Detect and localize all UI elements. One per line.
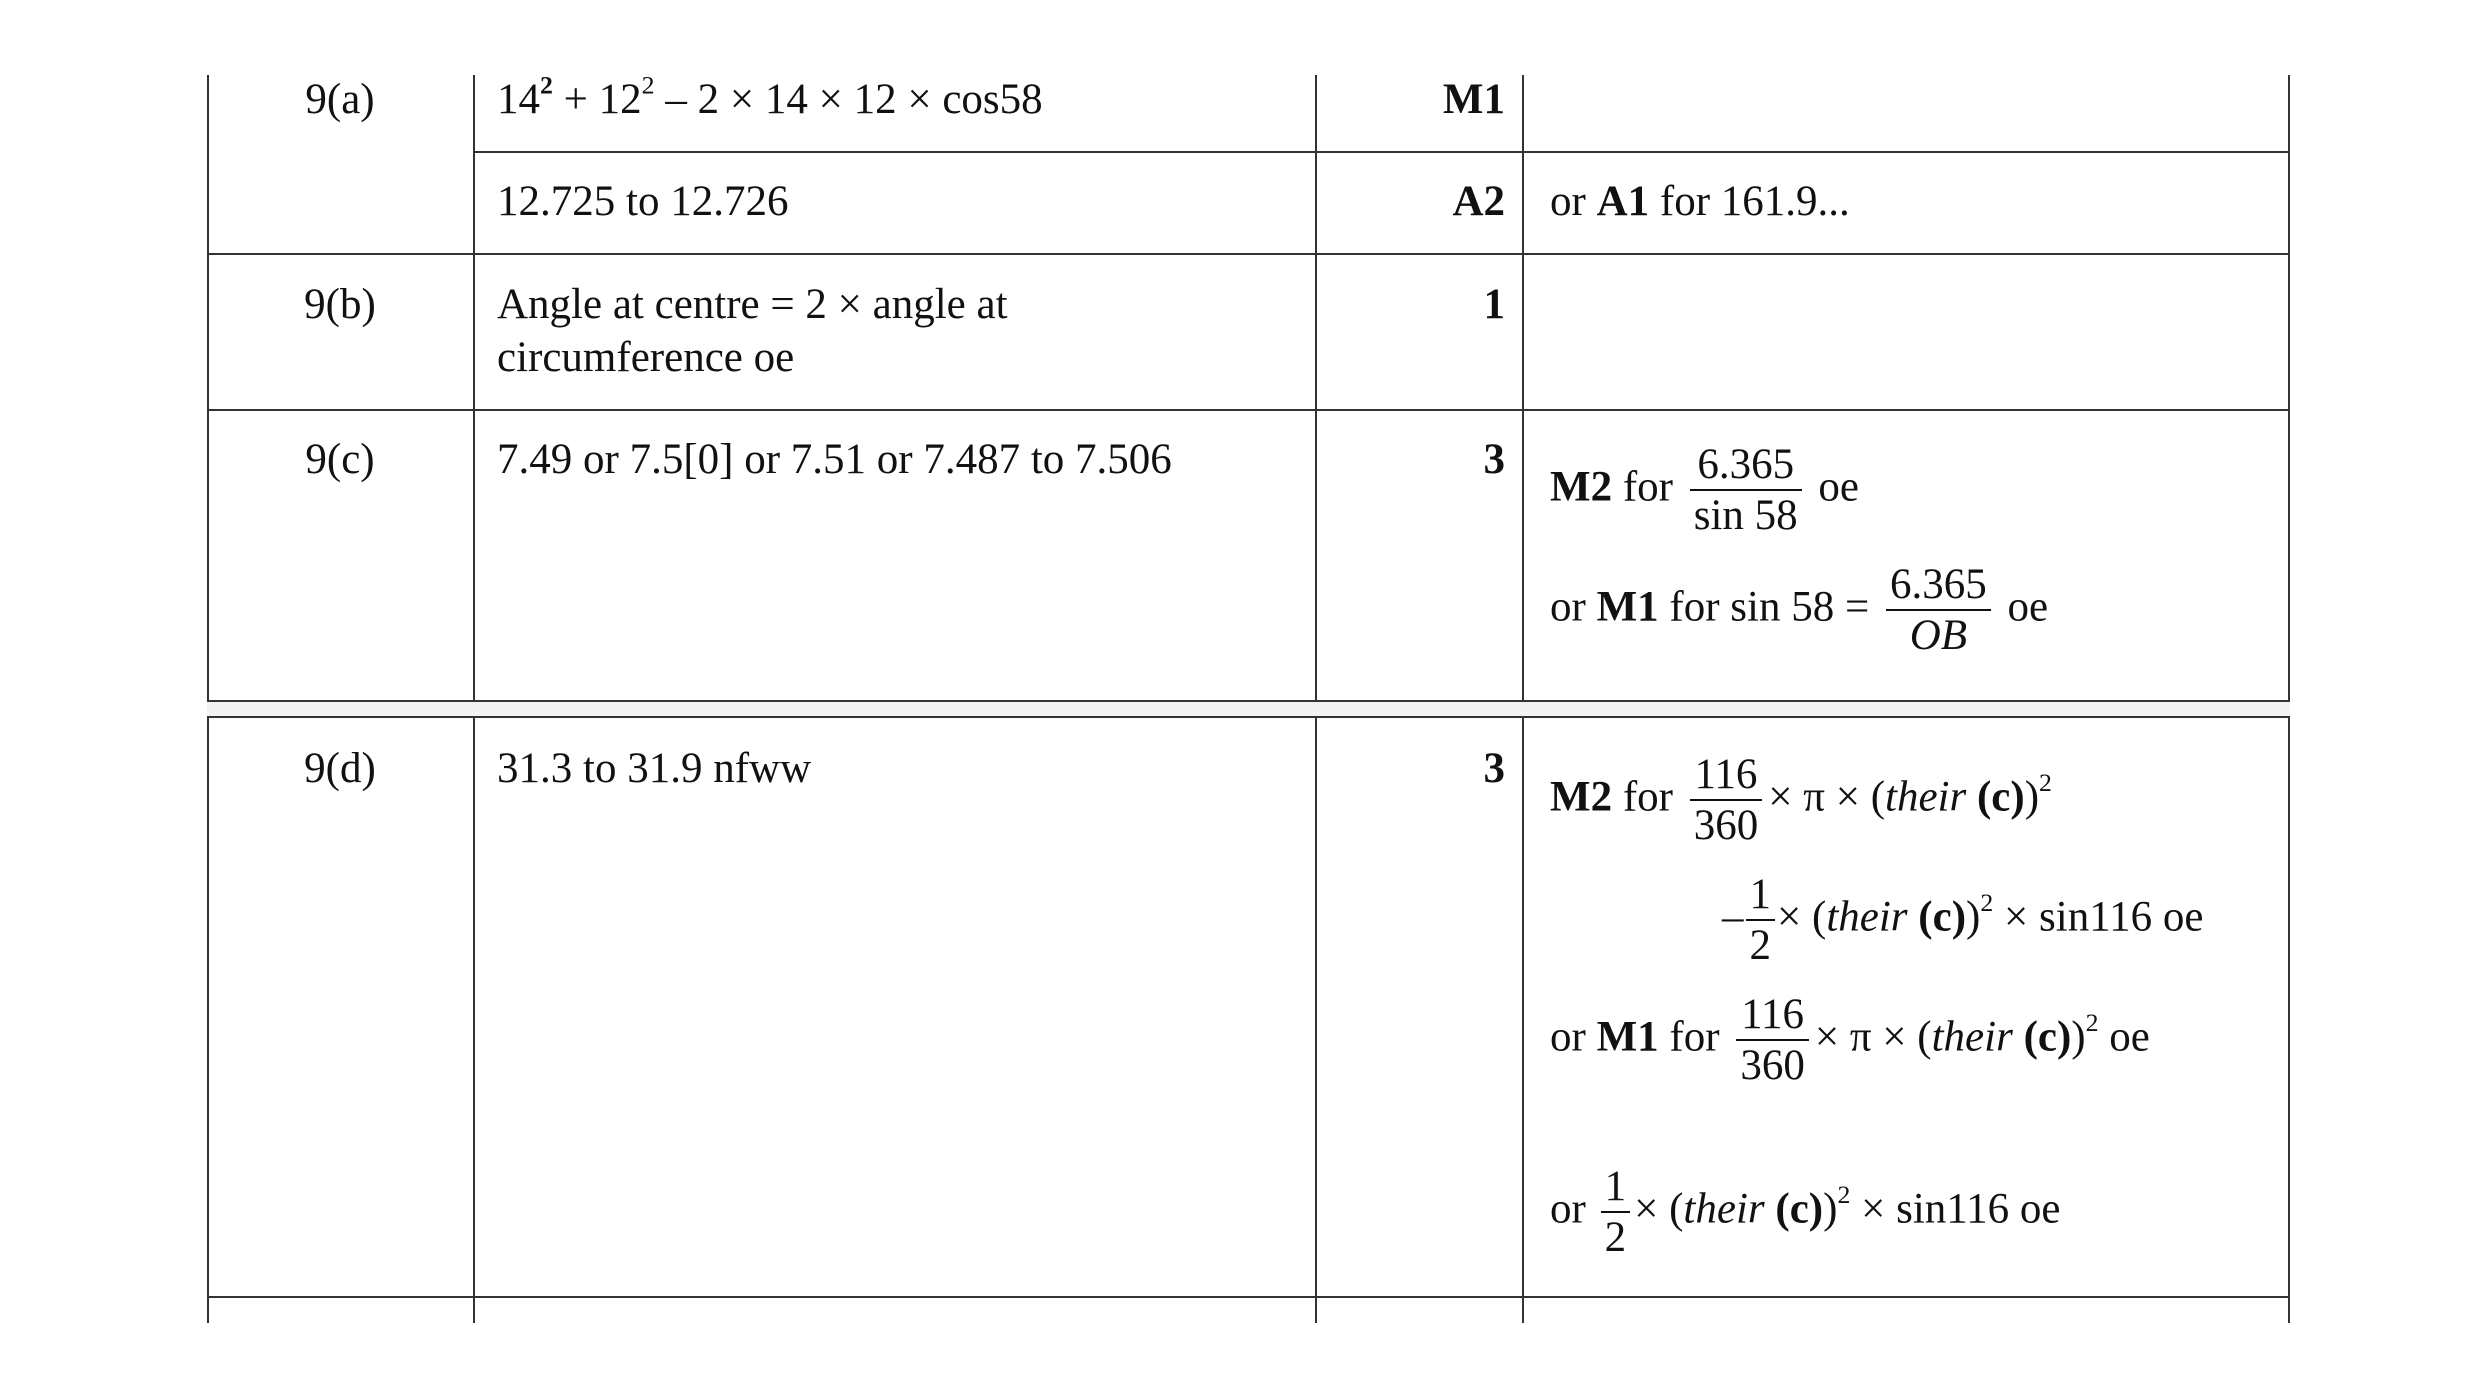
- answer-exp1: 2: [540, 70, 553, 100]
- guidance-minus: –: [1722, 893, 1744, 941]
- table-border-right: [2288, 75, 2290, 1323]
- guidance-oe: oe: [2007, 583, 2049, 631]
- fraction-denominator: 2: [1746, 919, 1776, 970]
- fraction-numerator: 116: [1694, 751, 1758, 798]
- guidance-their: their: [1683, 1185, 1765, 1233]
- guidance-or: or: [1550, 1185, 1597, 1233]
- guidance-m2: M2: [1550, 463, 1613, 511]
- column-divider-answer: [473, 75, 475, 1323]
- guidance-for: for: [1658, 1013, 1731, 1061]
- mark-9a-m1: M1: [1442, 76, 1505, 123]
- guidance-part-c: (c): [2023, 1013, 2072, 1061]
- row-divider-a: [207, 253, 2290, 255]
- guidance-exp: 2: [2039, 767, 2052, 797]
- question-label-9a: 9(a): [305, 76, 375, 123]
- guidance-oe: oe: [2098, 1013, 2150, 1061]
- guidance-exp: 2: [1980, 887, 1994, 917]
- mark-9b: 1: [1483, 281, 1505, 328]
- guidance-9a: [1550, 176, 1850, 228]
- guidance-close: ): [2024, 773, 2040, 821]
- guidance-close: ): [2071, 1013, 2086, 1061]
- guidance-9c-m1: [1550, 560, 2048, 661]
- row-gap: [207, 702, 2290, 716]
- fraction-numerator: 6.365: [1890, 561, 1987, 608]
- guidance-times: × (: [1777, 893, 1827, 941]
- guidance-or: or: [1550, 1013, 1597, 1061]
- guidance-times: × (: [1634, 1185, 1684, 1233]
- fraction-6365-ob: [1886, 560, 1991, 661]
- mark-9a-a2: A2: [1452, 178, 1505, 225]
- guidance-9d-m2-line2: [1722, 870, 2203, 971]
- fraction-1-2: [1601, 1162, 1631, 1263]
- guidance-their: their: [1826, 893, 1908, 941]
- guidance-or: or: [1550, 178, 1597, 225]
- guidance-their: their: [1885, 773, 1967, 821]
- guidance-their: their: [1931, 1013, 2013, 1061]
- mark-9d: 3: [1483, 745, 1505, 792]
- column-divider-guidance: [1522, 75, 1524, 1323]
- fraction-116-360: [1690, 750, 1763, 851]
- guidance-or: or: [1550, 583, 1597, 631]
- question-label-9c: 9(c): [305, 436, 375, 483]
- column-divider-marks: [1315, 75, 1317, 1323]
- guidance-a1: A1: [1596, 178, 1650, 225]
- fraction-116-360: [1736, 990, 1809, 1091]
- guidance-9d-m2-line1: [1550, 750, 2052, 851]
- guidance-tail: × sin116 oe: [1993, 893, 2204, 941]
- guidance-m2: M2: [1550, 773, 1613, 821]
- guidance-rest: for 161.9...: [1649, 178, 1850, 225]
- guidance-9c-m2: [1550, 440, 1859, 541]
- guidance-for: for: [1612, 463, 1684, 511]
- guidance-for: for: [1612, 773, 1684, 821]
- guidance-times: × π × (: [1768, 773, 1886, 821]
- mark-9c: 3: [1483, 436, 1505, 483]
- fraction-denominator: 360: [1736, 1039, 1809, 1090]
- fraction-denominator: OB: [1886, 609, 1991, 660]
- table-border-left: [207, 75, 209, 1323]
- answer-9b-line2: circumference oe: [497, 334, 795, 381]
- answer-9a-expression: [497, 70, 1043, 126]
- fraction-numerator: 1: [1749, 871, 1771, 918]
- answer-9b-line1: Angle at centre = 2 × angle at: [497, 281, 1008, 328]
- guidance-9d-m1: [1550, 990, 2150, 1091]
- guidance-exp: 2: [2085, 1007, 2099, 1037]
- guidance-m1: M1: [1596, 583, 1659, 631]
- answer-tail: – 2 × 14 × 12 × cos58: [654, 76, 1043, 123]
- answer-base1: 14: [497, 76, 540, 123]
- fraction-denominator: 2: [1601, 1211, 1631, 1262]
- guidance-oe: oe: [1818, 463, 1860, 511]
- fraction-numerator: 6.365: [1697, 441, 1795, 488]
- row-divider-d: [207, 1296, 2290, 1298]
- answer-9d: 31.3 to 31.9 nfww: [497, 745, 812, 792]
- guidance-m1: M1: [1596, 1013, 1659, 1061]
- fraction-numerator: 1: [1604, 1163, 1627, 1210]
- answer-exp2: 2: [641, 70, 655, 100]
- row-divider-a1: [473, 151, 2290, 153]
- guidance-9d-alt: [1550, 1162, 2061, 1263]
- guidance-exp: 2: [1837, 1179, 1851, 1209]
- fraction-denominator: sin 58: [1690, 489, 1802, 540]
- answer-9c: 7.49 or 7.5[0] or 7.51 or 7.487 to 7.506: [497, 436, 1172, 483]
- question-label-9b: 9(b): [304, 281, 376, 328]
- fraction-1-2: [1746, 870, 1776, 971]
- question-label-9d: 9(d): [304, 745, 376, 792]
- guidance-part-c: (c): [1918, 893, 1967, 941]
- row-divider-b: [207, 409, 2290, 411]
- guidance-text: for sin 58 =: [1658, 583, 1880, 631]
- guidance-times: × π × (: [1814, 1013, 1932, 1061]
- guidance-close: ): [1823, 1185, 1838, 1233]
- row-divider-c-bottom: [207, 716, 2290, 718]
- guidance-part-c: (c): [1775, 1185, 1824, 1233]
- fraction-numerator: 116: [1741, 991, 1805, 1038]
- fraction-6365-sin58: [1690, 440, 1802, 541]
- guidance-part-c: (c): [1976, 773, 2025, 821]
- answer-mid: + 12: [552, 76, 642, 123]
- answer-9a-value: 12.725 to 12.726: [497, 178, 789, 225]
- row-divider-c-top: [207, 700, 2290, 702]
- guidance-tail: × sin116 oe: [1850, 1185, 2061, 1233]
- guidance-close: ): [1966, 893, 1981, 941]
- fraction-denominator: 360: [1690, 799, 1763, 850]
